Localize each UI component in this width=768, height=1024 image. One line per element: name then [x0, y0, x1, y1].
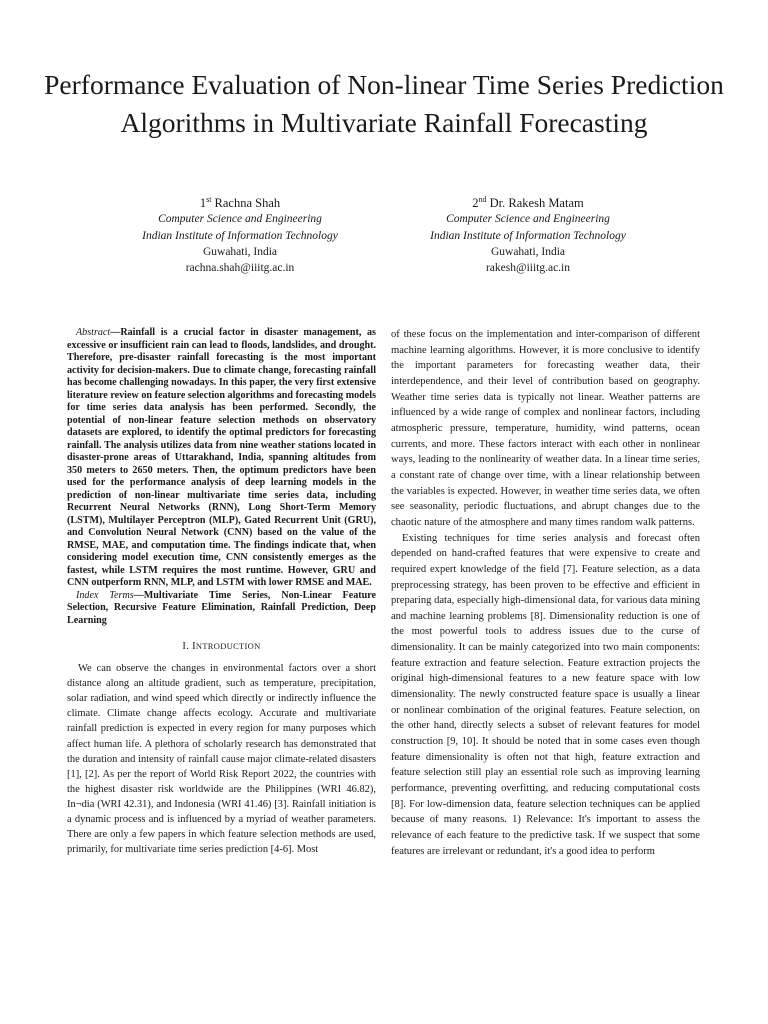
abstract-label: Abstract: [76, 327, 111, 338]
author-institution-1: Indian Institute of Information Technology: [142, 229, 338, 242]
author-email-1: rachna.shah@iiitg.ac.in: [185, 262, 295, 275]
paper-title: Performance Evaluation of Non-linear Time Series Prediction Algorithms in Multivariate Rainfall Forecasting: [44, 69, 724, 138]
index-terms-text: Multivariate Time Series, Non-Linear Feature Selection, Recursive Feature Elimination, Rainfall Prediction, Deep Learning: [67, 589, 376, 626]
intro-paragraph: We can observe the changes in environmental factors over a short distance along an altitude gradient, such as temperature, precipitation, solar radiation, and wind speed which directly or indirectly influence the climate. Climate change affects ecology. Accurate and multivariate rainfall prediction is expected in every region for many purposes which affect human life. A plethora of scholarly research has demonstrated that the duration and intensity of rainfall cause major climate-related disasters [1], [2]. As per the report of World Risk Report 2022, the countries with the highest disaster risk worldwide are the Philippines (WRI 46.82), In¬dia (WRI 42.31), and Indonesia (WRI 41.46) [3]. Rainfall initiation is a dynamic process and is influenced by a myriad of weather parameters. There are only a few papers in which feature selection methods are used, primarily, for multivariate time series prediction [4-6]. Most: [67, 663, 376, 856]
body-paragraph-2: Existing techniques for time series analysis and forecast often depended on hand-crafted features that were expensive to create and required expert knowledge of the field [7]. Feature selection, as a data preprocessing strategy, has been proven to be effective and efficient in preparing data, especially high-dimensional data, for various data mining and machine learning problems [8]. Dimensionality reduction is one of the most powerful tools to address issues due to the curse of dimensionality. It can be mainly categorized into two main components: feature extraction and feature selection. Feature extraction projects the original high-dimensional features to a new feature space with low dimensionality. The newly constructed feature space is usually a linear or nonlinear combination of the original features. Feature selection, on the other hand, directly selects a subset of relevant features for model construction [9, 10]. It should be noted that in some cases even though feature dimensionality is often not that high, feature extraction and feature selection still play an essential role such as improving learning performance, preventing overfitting, and reducing computational costs [8]. For low-dimension data, feature selection techniques can be applied because of many reasons. 1) Relevance: It's important to assess the relevance of each feature to the predictive task. If we suspect that some features are irrelevant or redundant, it's a good idea to perform: [391, 532, 700, 857]
section-numeral: I. I: [182, 641, 196, 652]
author-email-2: rakesh@iiitg.ac.in: [485, 262, 571, 275]
author-ordinal-2: 2: [472, 196, 479, 211]
author-location-1: Guwahati, India: [202, 246, 278, 259]
author-block-1: [90, 192, 390, 277]
index-terms-dash: —: [133, 589, 144, 601]
right-column: [391, 327, 700, 859]
index-terms-label: Index Terms: [76, 589, 134, 601]
author-department-2: Computer Science and Engineering: [446, 213, 610, 226]
left-column: [67, 327, 376, 857]
author-name-text-2: Dr. Rakesh Matam: [489, 196, 584, 211]
author-ordinal-suffix-1: st: [206, 195, 212, 204]
abstract-dash: —: [110, 327, 121, 338]
author-department-1: Computer Science and Engineering: [158, 213, 322, 226]
section-name: NTRODUCTION: [195, 641, 261, 651]
author-location-2: Guwahati, India: [490, 246, 566, 259]
author-institution-2: Indian Institute of Information Technology: [430, 229, 626, 242]
author-ordinal-1: 1: [199, 196, 207, 211]
section-heading-introduction: [67, 639, 376, 654]
author-block-2: [378, 192, 678, 277]
index-terms: [67, 590, 376, 628]
abstract-text: Rainfall is a crucial factor in disaster management, as excessive or insufficient rain can lead to floods, landslides, and drought. Therefore, pre-disaster rainfall forecasting is the most important activity for decision-makers. Due to climate change, forecasting rainfall has become challenging nowadays. In this paper, the very first extensive literature review on feature selection algorithms and forecasting models for time series data analysis has been performed. Secondly, the potential of non-linear feature selection methods on observatory datasets are explored, to identify the optimal predictors for forecasting rainfall. The analysis utilizes data from nine weather stations located in disaster-prone areas of Uttarakhand, India, spanning altitudes from 350 meters to 2650 meters. Then, the optimum predictors have been used for the performance analysis of deep learning models in the prediction of non-linear multivariate time series data, including Recurrent Neural Networks (RNN), Long Short-Term Memory (LSTM), Multilayer Perceptron (MLP), Gated Recurrent Unit (GRU), and Convolution Neural Network (CNN) based on the value of the RMSE, MAE, and computation time. The findings indicate that, when considering model execution time, CNN consistently emerges as the fastest, while LSTM requires the most runtime. However, GRU and CNN outperform RNN, MLP, and LSTM with lower RMSE and MAE.: [67, 327, 376, 588]
abstract: [67, 327, 376, 590]
author-name-2: [378, 192, 678, 211]
author-name-text-1: Rachna Shah: [214, 196, 281, 211]
author-ordinal-suffix-2: nd: [478, 195, 487, 204]
body-paragraph-1: of these focus on the implementation and inter-comparison of different machine learning algorithms. However, it is more conclusive to identify the important parameters for forecasting weather data, their interdependence, and their level of contribution based on geography. Weather time series data is typically not linear. Weather patterns are influenced by a wide range of complex and nonlinear factors, including atmospheric pressure, temperature, humidity, wind patterns, ocean currents, and more. These factors interact with each other in nonlinear ways, leading to the nonlinearity of weather data. In a linear time series, a constant rate of change over time, with a linear relationship between the variables is expected. However, in weather time series data, we often see seasonality, periodic fluctuations, and abrupt changes due to the chaotic nature of the atmosphere and many times random walk patterns.: [391, 329, 700, 528]
author-name-1: [90, 192, 390, 211]
